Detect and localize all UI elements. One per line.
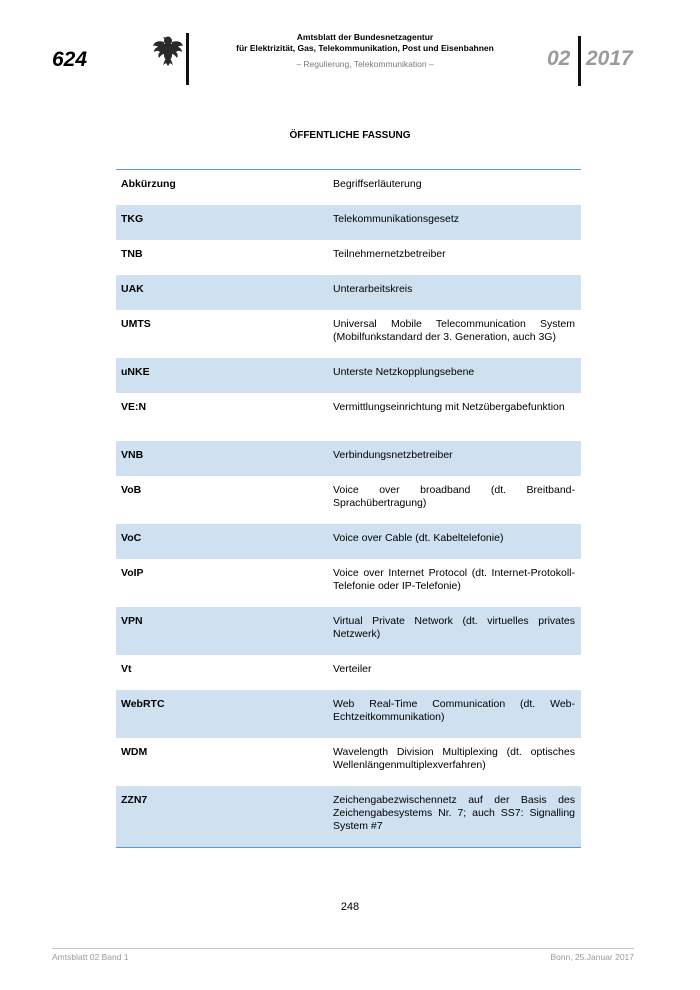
page-number: 624 — [52, 48, 88, 71]
gazette-title-line1: Amtsblatt der Bundesnetzagentur — [296, 32, 434, 42]
table-row — [116, 240, 581, 275]
definition-cell: Voice over Internet Protocol (dt. Internet-Protokoll-Telefonie oder IP-Telefonie) — [333, 567, 575, 592]
gazette-title-line2: für Elektrizität, Gas, Telekommunikation, Post und Eisenbahnen — [236, 43, 494, 53]
page-heading: ÖFFENTLICHE FASSUNG — [289, 130, 411, 141]
table-row — [116, 205, 581, 240]
definition-cell: Wavelength Division Multiplexing (dt. optisches Wellenlängenmultiplexverfahren) — [333, 746, 575, 771]
table-row — [116, 476, 581, 524]
abbreviation-cell: VoC — [116, 524, 328, 559]
table-row — [116, 559, 581, 607]
abbreviation-cell: VoIP — [121, 567, 144, 579]
document-page-number: 248 — [340, 901, 360, 913]
header-divider — [186, 33, 189, 85]
abbreviation-cell: VoB — [121, 484, 142, 496]
definition-cell: Vermittlungseinrichtung mit Netzübergabefunktion — [333, 401, 565, 413]
issue-divider — [578, 36, 581, 86]
definition-cell: Unterarbeitskreis — [328, 275, 581, 310]
definition-cell: Voice over broadband (dt. Breitband-Sprachübertragung) — [333, 484, 575, 509]
table-row — [116, 524, 581, 559]
table-row — [116, 786, 581, 848]
abbreviation-cell: VNB — [116, 441, 328, 476]
footer-publication: Amtsblatt 02 Band 1 — [52, 952, 129, 962]
gazette-title — [190, 32, 540, 54]
abbreviation-cell: ZZN7 — [116, 786, 328, 848]
abbreviation-table — [116, 169, 581, 848]
header-definition: Begriffserläuterung — [333, 178, 422, 190]
table-row — [116, 607, 581, 655]
table-row — [116, 655, 581, 690]
table-row — [116, 358, 581, 393]
abbreviation-cell: Vt — [121, 663, 132, 675]
footer-date: Bonn, 25.Januar 2017 — [550, 952, 634, 962]
table-row — [116, 690, 581, 738]
abbreviation-cell: WDM — [121, 746, 148, 758]
abbreviation-cell: UMTS — [121, 318, 151, 330]
header-abbreviation: Abkürzung — [121, 178, 176, 190]
table-row — [116, 441, 581, 476]
table-header-row — [116, 170, 581, 206]
definition-cell: Verbindungsnetzbetreiber — [328, 441, 581, 476]
footer-divider — [52, 948, 634, 949]
abbreviation-cell: VPN — [116, 607, 328, 655]
abbreviation-cell: TNB — [121, 248, 143, 260]
abbreviation-cell: VE:N — [121, 401, 147, 413]
abbreviation-cell: UAK — [116, 275, 328, 310]
issue-number: 02 — [547, 47, 571, 70]
definition-cell: Teilnehmernetzbetreiber — [333, 248, 446, 260]
definition-cell: Telekommunikationsgesetz — [328, 205, 581, 240]
table-row — [116, 738, 581, 786]
table-row — [116, 393, 581, 441]
gazette-subtitle: – Regulierung, Telekommunikation – — [296, 59, 434, 69]
definition-cell: Unterste Netzkopplungsebene — [328, 358, 581, 393]
federal-eagle-icon — [152, 32, 184, 66]
abbreviation-cell: uNKE — [116, 358, 328, 393]
definition-cell: Voice over Cable (dt. Kabeltelefonie) — [328, 524, 581, 559]
table-row — [116, 310, 581, 358]
definition-cell: Virtual Private Network (dt. virtuelles privates Netzwerk) — [328, 607, 581, 655]
definition-cell: Verteiler — [333, 663, 372, 675]
definition-cell: Universal Mobile Telecommunication System (Mobilfunkstandard der 3. Generation, auch 3G) — [333, 318, 575, 343]
definition-cell: Web Real-Time Communication (dt. Web-Echtzeitkommunikation) — [328, 690, 581, 738]
issue-year: 2017 — [586, 47, 633, 70]
table-row — [116, 275, 581, 310]
abbreviation-cell: TKG — [116, 205, 328, 240]
definition-cell: Zeichengabezwischennetz auf der Basis des Zeichengabesystems Nr. 7; auch SS7: Signalling System #7 — [328, 786, 581, 848]
abbreviation-cell: WebRTC — [116, 690, 328, 738]
